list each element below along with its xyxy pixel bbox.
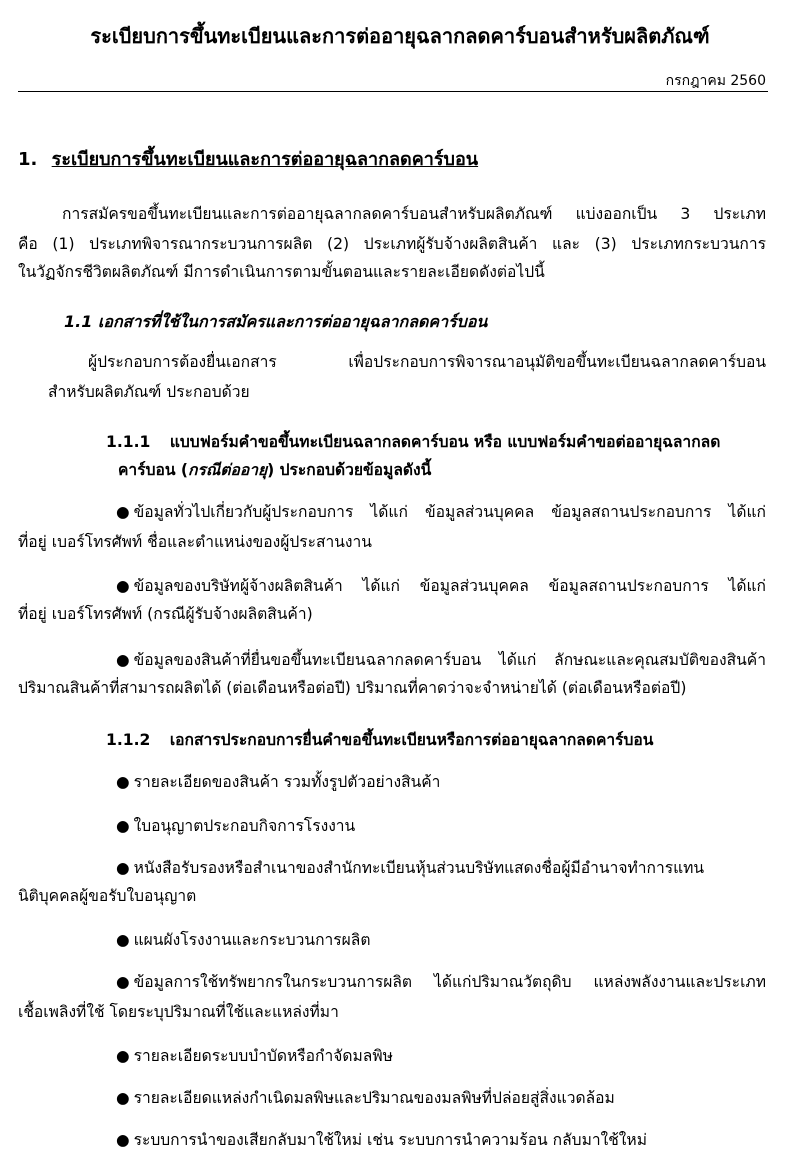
bullet-icon: ● [116,651,130,669]
header-divider [18,91,768,92]
list-item [116,1046,393,1066]
bullet-icon: ● [116,1089,130,1107]
list-item [116,576,766,596]
intro-line-2: คือ (1) ประเภทพิจารณากระบวนการผลิต (2) ประเภทผู้รับจ้างผลิตสินค้า และ (3) ประเภทกระบวนการ [18,235,766,253]
section-1-1-1-title-italic: กรณีต่ออายุ [188,461,268,479]
list-item [116,858,766,878]
list-item [116,930,371,950]
section-1-1-para-line-2: สำหรับผลิตภัณฑ์ ประกอบด้วย [48,383,250,401]
bullet-icon: ● [116,859,130,877]
section-1-1-para-line-1: ผู้ประกอบการต้องยื่นเอกสาร เพื่อประกอบการพิจารณาอนุมัติขอขึ้นทะเบียนฉลากลดคาร์บอน [88,353,766,371]
list-item-line-1: ข้อมูลของบริษัทผู้จ้างผลิตสินค้า ได้แก่ ข้อมูลส่วนบุคคล ข้อมูลสถานประกอบการ ได้แก่ [133,577,766,595]
list-item [116,816,355,836]
bullet-icon: ● [116,817,130,835]
section-1-1-1-title-part-a: คาร์บอน ( [118,461,189,479]
list-item-line-1: รายละเอียดแหล่งกำเนิดมลพิษและปริมาณของมลพิษที่ปล่อยสู่สิ่งแวดล้อม [133,1089,615,1107]
list-item-line-2: นิติบุคคลผู้ขอรับใบอนุญาต [18,887,197,905]
list-item [116,502,766,522]
bullet-icon: ● [116,1131,130,1149]
list-item-line-1: แผนผังโรงงานและกระบวนการผลิต [133,931,371,949]
section-1-1-2-heading [106,730,653,750]
list-item-line-1: ข้อมูลทั่วไปเกี่ยวกับผู้ประกอบการ ได้แก่ ข้อมูลส่วนบุคคล ข้อมูลสถานประกอบการ ได้แก่ [133,503,766,521]
section-1-1-1-title-part-b: ) ประกอบด้วยข้อมูลดังนี้ [267,461,432,479]
section-1-heading [18,150,478,170]
list-item-line-1: ข้อมูลของสินค้าที่ยื่นขอขึ้นทะเบียนฉลากลดคาร์บอน ได้แก่ ลักษณะและคุณสมบัติของสินค้า [133,651,766,669]
section-1-1-2-number: 1.1.2 [106,731,151,749]
intro-line-1: การสมัครขอขึ้นทะเบียนและการต่ออายุฉลากลดคาร์บอนสำหรับผลิตภัณฑ์ แบ่งออกเป็น 3 ประเภท [62,205,766,223]
list-item [116,1088,615,1108]
section-1-1-1-title-line-1: แบบฟอร์มคำขอขึ้นทะเบียนฉลากลดคาร์บอน หรือ แบบฟอร์มคำขอต่ออายุฉลากลด [169,433,721,451]
list-item-line-2: ที่อยู่ เบอร์โทรศัพท์ (กรณีผู้รับจ้างผลิตสินค้า) [18,605,313,623]
bullet-icon: ● [116,503,130,521]
bullet-icon: ● [116,773,130,791]
list-item-line-1: รายละเอียดระบบบำบัดหรือกำจัดมลพิษ [133,1047,393,1065]
section-1-1-1-number: 1.1.1 [106,433,151,451]
list-item [116,1130,647,1150]
bullet-icon: ● [116,973,130,991]
list-item-line-1: ระบบการนำของเสียกลับมาใช้ใหม่ เช่น ระบบการนำความร้อน กลับมาใช้ใหม่ [133,1131,647,1149]
list-item [116,972,766,992]
list-item-line-1: ใบอนุญาตประกอบกิจการโรงงาน [133,817,356,835]
list-item-line-2: ปริมาณสินค้าที่สามารถผลิตได้ (ต่อเดือนหรือต่อปี) ปริมาณที่คาดว่าจะจำหน่ายได้ (ต่อเดือนหรือต่อปี) [18,679,687,697]
list-item-line-2: ที่อยู่ เบอร์โทรศัพท์ ชื่อและตำแหน่งของผู้ประสานงาน [18,533,372,551]
list-item-line-1: ข้อมูลการใช้ทรัพยากรในกระบวนการผลิต ได้แก่ปริมาณวัตถุดิบ แหล่งพลังงานและประเภท [133,973,766,991]
bullet-icon: ● [116,931,130,949]
intro-line-3: ในวัฏจักรชีวิตผลิตภัณฑ์ มีการดำเนินการตามขั้นตอนและรายละเอียดดังต่อไปนี้ [18,263,545,281]
list-item [116,650,766,670]
document-date: กรกฎาคม 2560 [665,73,766,89]
document-title: ระเบียบการขึ้นทะเบียนและการต่ออายุฉลากลดคาร์บอนสำหรับผลิตภัณฑ์ [90,24,710,48]
list-item-line-2: เชื้อเพลิงที่ใช้ โดยระบุปริมาณที่ใช้และแหล่งที่มา [18,1003,339,1021]
section-1-number: 1. [18,149,38,170]
bullet-icon: ● [116,577,130,595]
section-1-1-1-title-line-2 [118,460,431,480]
list-item-line-1: หนังสือรับรองหรือสำเนาของสำนักทะเบียนหุ้นส่วนบริษัทแสดงชื่อผู้มีอำนาจทำการแทน [133,859,705,877]
list-item-line-1: รายละเอียดของสินค้า รวมทั้งรูปตัวอย่างสินค้า [133,773,441,791]
bullet-icon: ● [116,1047,130,1065]
section-1-1-1-heading [106,432,720,452]
section-1-title: ระเบียบการขึ้นทะเบียนและการต่ออายุฉลากลดคาร์บอน [51,149,479,170]
section-1-1-heading: 1.1 เอกสารที่ใช้ในการสมัครและการต่ออายุฉลากลดคาร์บอน [64,312,488,331]
list-item [116,772,440,792]
section-1-1-2-title: เอกสารประกอบการยื่นคำขอขึ้นทะเบียนหรือการต่ออายุฉลากลดคาร์บอน [169,731,654,749]
